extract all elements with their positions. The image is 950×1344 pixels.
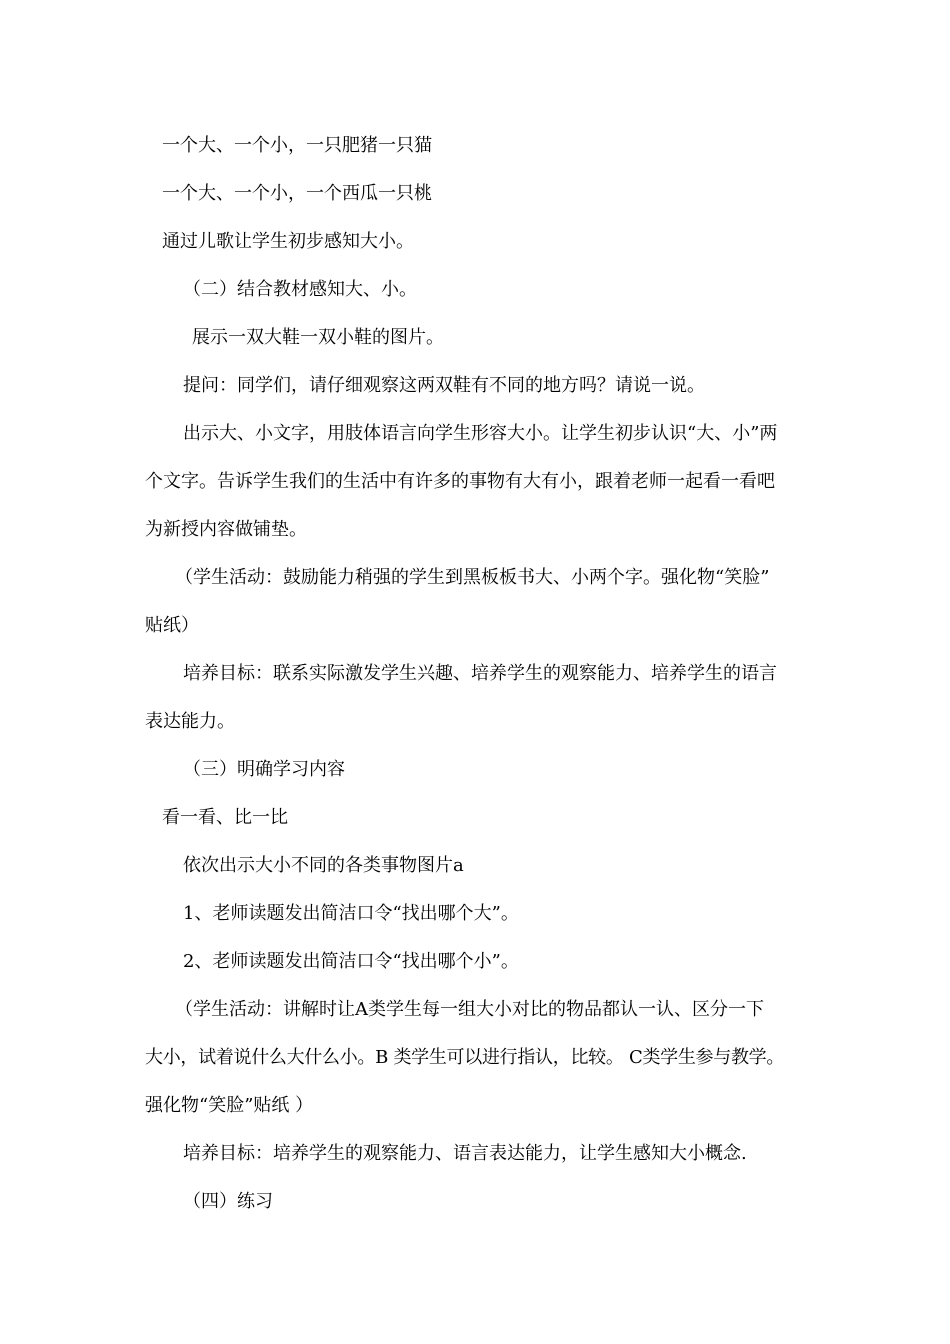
paragraph-line: 个文字。告诉学生我们的生活中有许多的事物有大有小，跟着老师一起看一看吧 (145, 471, 775, 492)
paragraph-line: （学生活动：讲解时让A类学生每一组大小对比的物品都认一认、区分一下 (175, 999, 764, 1020)
paragraph-line: 提问：同学们，请仔细观察这两双鞋有不同的地方吗？请说一说。 (183, 375, 705, 396)
paragraph-line: 展示一双大鞋一双小鞋的图片。 (192, 327, 444, 348)
paragraph-line: 培养目标：培养学生的观察能力、语言表达能力，让学生感知大小概念. (183, 1143, 747, 1164)
paragraph-line: 培养目标：联系实际激发学生兴趣、培养学生的观察能力、培养学生的语言 (183, 663, 777, 684)
paragraph-line: （学生活动：鼓励能力稍强的学生到黑板板书大、小两个字。强化物“笑脸” (175, 567, 770, 588)
paragraph-line: 表达能力。 (145, 711, 235, 732)
paragraph-line: 2、老师读题发出简洁口令“找出哪个小”。 (183, 951, 519, 972)
paragraph-line: 大小，试着说什么大什么小。B 类学生可以进行指认，比较。 C类学生参与教学。 (145, 1047, 785, 1068)
paragraph-line: 通过儿歌让学生初步感知大小。 (162, 231, 414, 252)
paragraph-line: 看一看、比一比 (162, 807, 288, 828)
paragraph-line: 强化物“笑脸”贴纸 ） (145, 1095, 314, 1116)
paragraph-line: 依次出示大小不同的各类事物图片a (183, 855, 464, 876)
section-heading: （二）结合教材感知大、小。 (183, 279, 417, 300)
paragraph-line: 出示大、小文字，用肢体语言向学生形容大小。让学生初步认识“大、小”两 (183, 423, 778, 444)
section-heading: （四）练习 (183, 1191, 273, 1212)
section-heading: （三）明确学习内容 (183, 759, 345, 780)
rhyme-line-2: 一个大、一个小，一个西瓜一只桃 (162, 183, 432, 204)
paragraph-line: 贴纸） (145, 615, 199, 636)
paragraph-line: 为新授内容做铺垫。 (145, 519, 307, 540)
rhyme-line-1: 一个大、一个小，一只肥猪一只猫 (162, 135, 432, 156)
paragraph-line: 1、老师读题发出简洁口令“找出哪个大”。 (183, 903, 519, 924)
